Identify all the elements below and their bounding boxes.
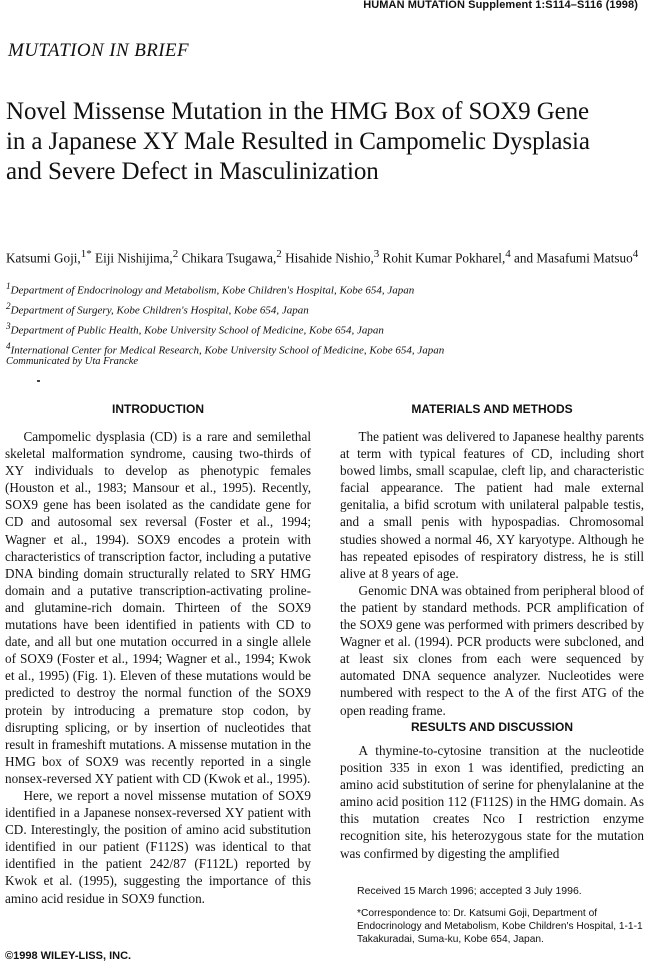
author-name: Katsumi Goji, [6,250,81,266]
introduction-body [5,428,311,907]
methods-body [340,428,644,719]
author-name: Hisahide Nishio, [285,250,374,266]
section-label: MUTATION IN BRIEF [8,40,189,61]
copyright: ©1998 WILEY-LISS, INC. [5,950,132,962]
author-affil-mark: 2 [276,248,282,260]
stray-mark [37,380,40,382]
author-name: Rohit Kumar Pokharel, [382,250,506,266]
author-affil-mark: 2 [172,248,179,260]
author-affil-mark: 3 [373,248,380,260]
author-name: Eiji Nishijima, [95,250,173,266]
article-title: Novel Missense Mutation in the HMG Box of SOX9 Gene in a Japanese XY Male Resulted in Campomelic Dysplasia and Severe Defect in Masculinization [6,98,590,185]
methods-heading: MATERIALS AND METHODS [411,402,573,416]
paragraph: Campomelic dysplasia (CD) is a rare and semilethal skeletal malformation syndrome, causing two-thirds of XY individuals to develop as phenotypic females (Houston et al., 1983; Mansour et al., 1995). Recently, SOX9 gene has been isolated as the candidate gene for CD and autosomal sex reversal (Foster et al., 1994; Wagner et al., 1994). SOX9 encodes a protein with characteristics of transcription factor, including a putative DNA binding domain structurally related to SRY HMG domain and a putative transcription-activating proline- and glutamine-rich domain. Thirteen of the SOX9 mutations have been identified in patients with CD to date, and all but one mutation occurred in a single allele of SOX9 (Foster et al., 1994; Wagner et al., 1994; Kwok et al., 1995) (Fig. 1). Eleven of these mutations would be predicted to destroy the normal function of the SOX9 protein by introducing a premature stop codon, by disrupting splicing, or by insertion of nucleotides that result in frameshift mutations. A missense mutation in the HMG box of SOX9 was recently reported in a single nonsex-reversed XY patient with CD (Kwok et al., 1995). [5,429,311,786]
affiliation-list [6,279,646,360]
affiliation-mark: 1 [6,281,11,291]
journal-header: HUMAN MUTATION Supplement 1:S114–S116 (1998) [363,0,638,11]
paragraph: The patient was delivered to Japanese healthy parents at term with typical features of CD, including short bowed limbs, small scapulae, cleft lip, and characteristic facial appearance. The patient had male external genitalia, a bifid scrotum with unilateral palpable testis, and a small penis with hypospadias. Chromosomal studies showed a normal 46, XY karyotype. Although he has repeated episodes of respiratory distress, he is still alive at 8 years of age. [340,429,644,581]
affiliation-text: Department of Endocrinology and Metabolism, Kobe Children's Hospital, Kobe 654, Japan [10,284,415,297]
affiliation-mark: 3 [6,321,11,332]
paragraph: Genomic DNA was obtained from peripheral blood of the patient by standard methods. PCR amplification of the SOX9 gene was performed with primers described by Wagner et al. (1994). PCR products were subcloned, and at least six clones from each were sequenced by automated DNA sequence analyzer. Nucleotides were numbered with respect to the A of the first ATG of the open reading frame. [340,582,644,718]
affiliation-mark: 4 [6,341,11,352]
paragraph: Here, we report a novel missense mutation of SOX9 identified in a Japanese nonsex-reversed XY patient with CD. Interestingly, the position of amino acid substitution identified in our patient (F112S) was identical to that identified in the patient 242/87 (F112L) reported by Kwok et al. (1995), suggesting the importance of this amino acid residue in SOX9 function. [5,787,311,906]
results-body [340,742,644,862]
author-name: Chikara Tsugawa, [181,250,277,266]
results-heading: RESULTS AND DISCUSSION [410,720,573,734]
affiliation [6,319,646,339]
author-affil-mark: 4 [632,248,639,260]
affiliation-text: International Center for Medical Research, Kobe University School of Medicine, Kobe 654, Japan [10,345,445,358]
correspondence-note: *Correspondence to: Dr. Katsumi Goji, Department of Endocrinology and Metabolism, Kobe Children's Hospital, 1-1-1 Takakuradai, Suma-ku, Kobe 654, Japan. [357,908,643,945]
paragraph: A thymine-to-cytosine transition at the nucleotide position 335 in exon 1 was identified, predicting an amino acid substitution of serine for phenylalanine at the amino acid position 112 (F112S) in the HMG domain. As this mutation creates Nco I restriction enzyme recognition site, his heterozygous state for the mutation was confirmed by digesting the amplified [340,743,644,861]
author-list [6,246,646,266]
affiliation-text: Department of Surgery, Kobe Children's Hospital, Kobe 654, Japan [10,304,309,317]
introduction-heading: INTRODUCTION [112,402,204,416]
communicated-by: Communicated by Uta Francke [6,356,139,367]
affiliation [6,299,646,319]
author-name: and Masafumi Matsuo [514,250,633,266]
author-affil-mark: 1* [80,248,92,260]
received-date: Received 15 March 1996; accepted 3 July 1996. [357,885,582,897]
author-affil-mark: 4 [505,248,511,260]
affiliation [6,279,646,299]
affiliation-mark: 2 [6,301,11,312]
affiliation-text: Department of Public Health, Kobe University School of Medicine, Kobe 654, Japan [10,324,384,337]
